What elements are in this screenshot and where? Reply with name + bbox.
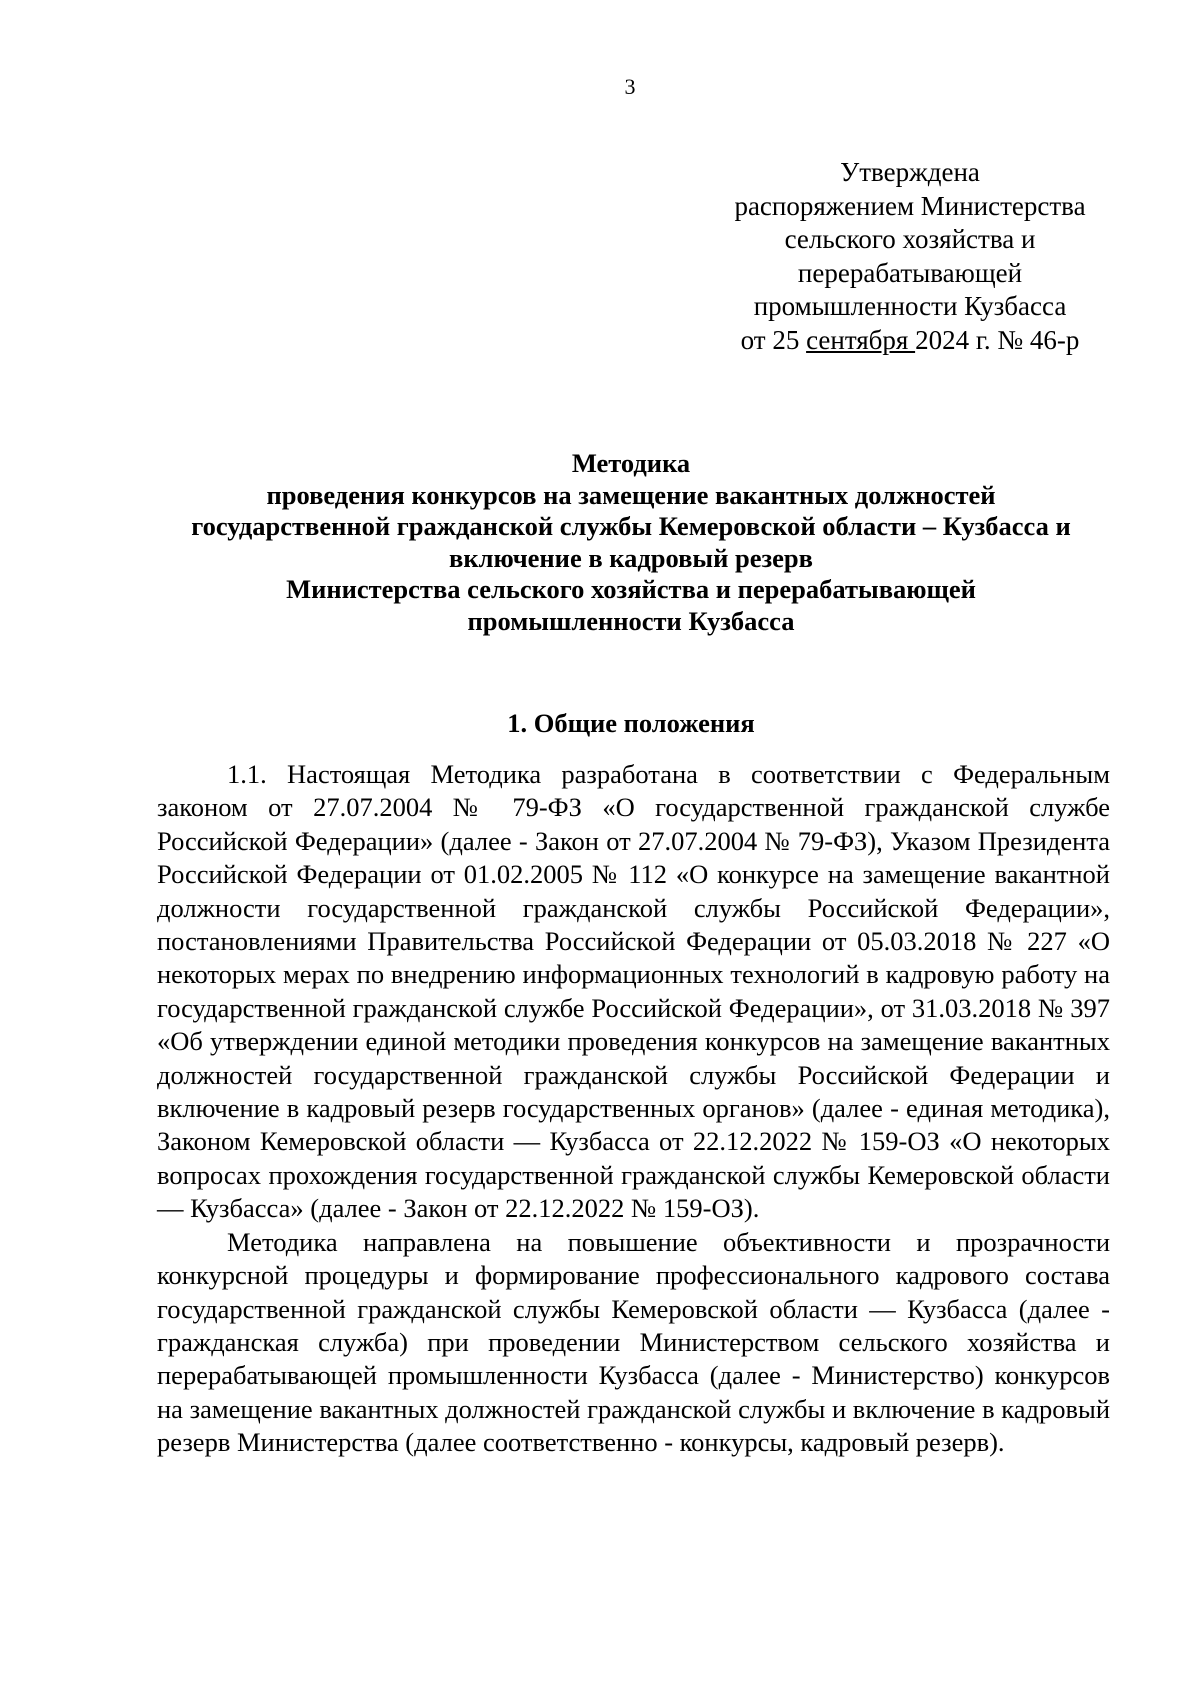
title-line: проведения конкурсов на замещение вакантных должностей <box>266 479 996 510</box>
approval-date-line <box>700 324 1120 358</box>
approval-date-suffix: 2024 г. № 46-р <box>915 324 1080 355</box>
approval-date-prefix: от 25 <box>740 324 807 355</box>
body-paragraph: 1.1. Настоящая Методика разработана в соответствии с Федеральным законом от 27.07.2004 № 79-ФЗ «О государственной гражданской службе Российской Федерации» (далее - Закон от 27.07.2004 № 79-ФЗ), Указом Президента Российской Федерации от 01.02.2005 № 112 «О конкурсе на замещение вакантной должности государственной гражданской службы Российской Федерации», постановлениями Правительства Российской Федерации от 05.03.2018 № 227 «О некоторых мерах по внедрению информационных технологий в кадровую работу на государственной гражданской службе Российской Федерации», от 31.03.2018 № 397 «Об утверждении единой методики проведения конкурсов на замещение вакантных должностей государственной гражданской службы Российской Федерации и включение в кадровый резерв государственных органов» (далее - единая методика), Законом Кемеровской области — Кузбасса от 22.12.2022 № 159-ОЗ «О некоторых вопросах прохождения государственной гражданской службы Кемеровской области — Кузбасса» (далее - Закон от 22.12.2022 № 159-ОЗ). <box>157 759 1110 1224</box>
approval-line: Утверждена <box>840 157 980 187</box>
approval-date-month: сентября <box>806 324 916 355</box>
approval-line: распоряжением Министерства <box>734 190 1086 221</box>
title-line: промышленности Кузбасса <box>467 605 795 636</box>
approval-stamp-block <box>700 156 1120 357</box>
approval-line: перерабатывающей <box>797 257 1023 288</box>
title-line: включение в кадровый резерв <box>449 542 813 573</box>
document-title <box>150 448 1112 637</box>
approval-line: промышленности Кузбасса <box>753 291 1067 321</box>
body-paragraph: Методика направлена на повышение объективности и прозрачности конкурсной процедуры и формирование профессионального кадрового состава государственной гражданской службы Кемеровской области — Кузбасса (далее - гражданская служба) при проведении Министерством сельского хозяйства и перерабатывающей промышленности Кузбасса (далее - Министерство) конкурсов на замещение вакантных должностей гражданской службы и включение в кадровый резерв Министерства (далее соответственно - конкурсы, кадровый резерв). <box>157 1226 1110 1458</box>
section-body <box>157 758 1110 1460</box>
approval-line: сельского хозяйства и <box>784 224 1036 254</box>
title-line: Методика <box>571 448 691 478</box>
title-line: государственной гражданской службы Кемеровской области – Кузбасса и <box>191 511 1071 541</box>
page-number: 3 <box>624 74 636 99</box>
section-heading: 1. Общие положения <box>507 708 755 738</box>
title-line: Министерства сельского хозяйства и перерабатывающей <box>286 574 976 604</box>
